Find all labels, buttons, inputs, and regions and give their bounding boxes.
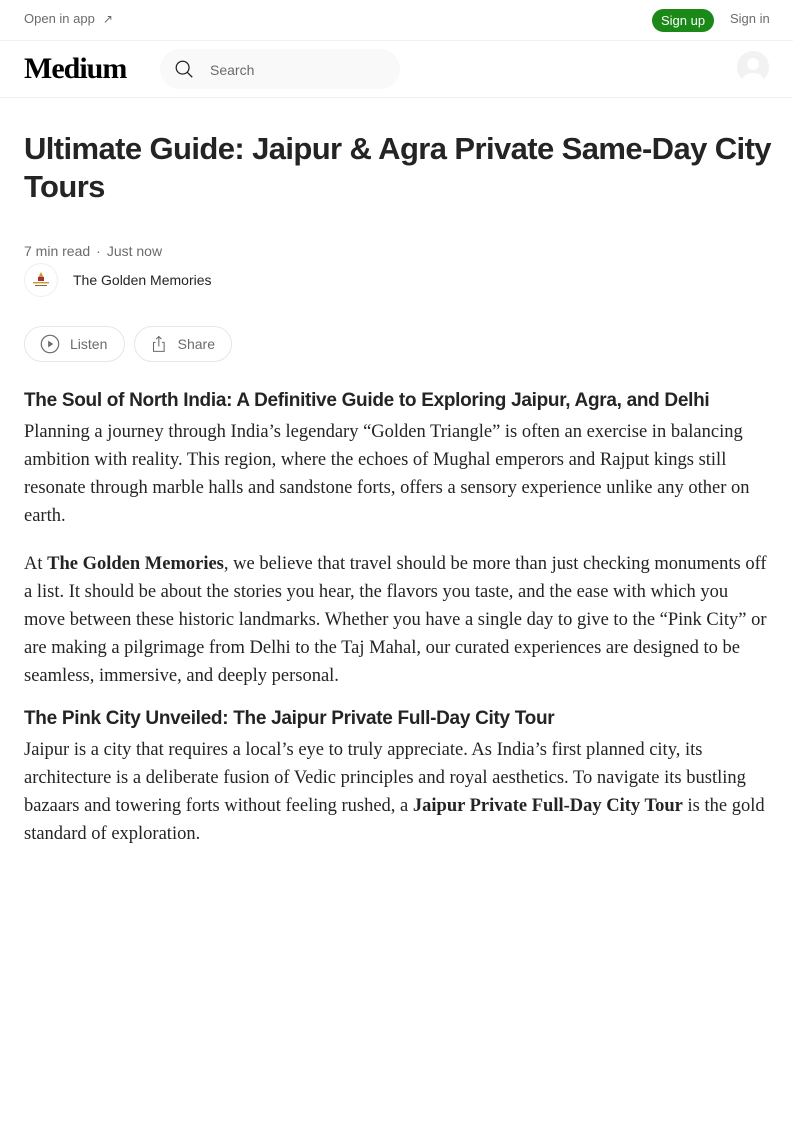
sign-up-button[interactable]: Sign up <box>652 9 714 32</box>
top-bar <box>0 0 793 41</box>
paragraph-bold-text: Jaipur Private Full-Day City Tour <box>412 796 683 816</box>
paragraph <box>24 736 769 848</box>
open-in-app-label: Open in app <box>24 11 95 26</box>
article-actions <box>24 326 232 362</box>
article-body <box>24 388 769 848</box>
arrow-up-right-icon: ↗ <box>102 11 113 26</box>
paragraph-text: is the gold standard of exploration. <box>24 796 765 844</box>
listen-button[interactable] <box>24 326 125 362</box>
published-time: Just now <box>106 243 163 259</box>
golden-memories-logo-icon <box>28 267 54 293</box>
article-meta <box>24 243 162 259</box>
medium-logo[interactable]: Medium <box>24 52 127 85</box>
sign-in-link[interactable]: Sign in <box>730 11 770 26</box>
search-input[interactable] <box>208 59 392 81</box>
paragraph-text: Jaipur is a city that requires a local’s eye to truly appreciate. As India’s first planned city, its architecture is a deliberate fusion of Vedic principles and royal aesthetics. To navigate its bustling bazaars and towering forts without feeling rushed, a <box>24 740 746 816</box>
open-in-app-link[interactable] <box>24 11 113 26</box>
default-avatar-icon <box>737 51 769 83</box>
site-header <box>0 41 793 98</box>
section-heading: The Pink City Unveiled: The Jaipur Private Full-Day City Tour <box>24 708 555 729</box>
search-box[interactable] <box>160 49 400 89</box>
paragraph-text: , we believe that travel should be more than just checking monuments off a list. It should be about the stories you hear, the flavors you taste, and the ease with which you move between these historic landmarks. Whether you have a single day to give to the “Pink City” or are making a pilgrimage from Delhi to the Taj Mahal, our curated experiences are designed to be seamless, immersive, and deeply personal. <box>24 554 767 686</box>
paragraph: Planning a journey through India’s legendary “Golden Triangle” is often an exercise in balancing ambition with reality. This region, where the echoes of Mughal emperors and Rajput kings still resonate through marble halls and sandstone forts, offers a sensory experience unlike any other on earth. <box>24 422 750 526</box>
read-time: 7 min read <box>24 243 91 259</box>
meta-separator: · <box>96 243 101 259</box>
share-label: Share <box>177 336 215 352</box>
paragraph-text: At <box>24 554 48 574</box>
article-title: Ultimate Guide: Jaipur & Agra Private Same-Day City Tours <box>24 131 771 204</box>
author-name[interactable]: The Golden Memories <box>73 272 212 288</box>
paragraph-bold-text: The Golden Memories <box>47 554 224 574</box>
listen-label: Listen <box>70 336 108 352</box>
share-button[interactable] <box>134 326 232 362</box>
section-heading: The Soul of North India: A Definitive Guide to Exploring Jaipur, Agra, and Delhi <box>24 390 710 411</box>
paragraph <box>24 550 769 690</box>
play-circle-icon <box>39 333 61 355</box>
author-avatar[interactable] <box>24 263 58 297</box>
share-icon <box>149 333 169 355</box>
search-icon <box>173 58 195 80</box>
author-row <box>24 265 212 295</box>
user-avatar[interactable] <box>737 51 769 83</box>
